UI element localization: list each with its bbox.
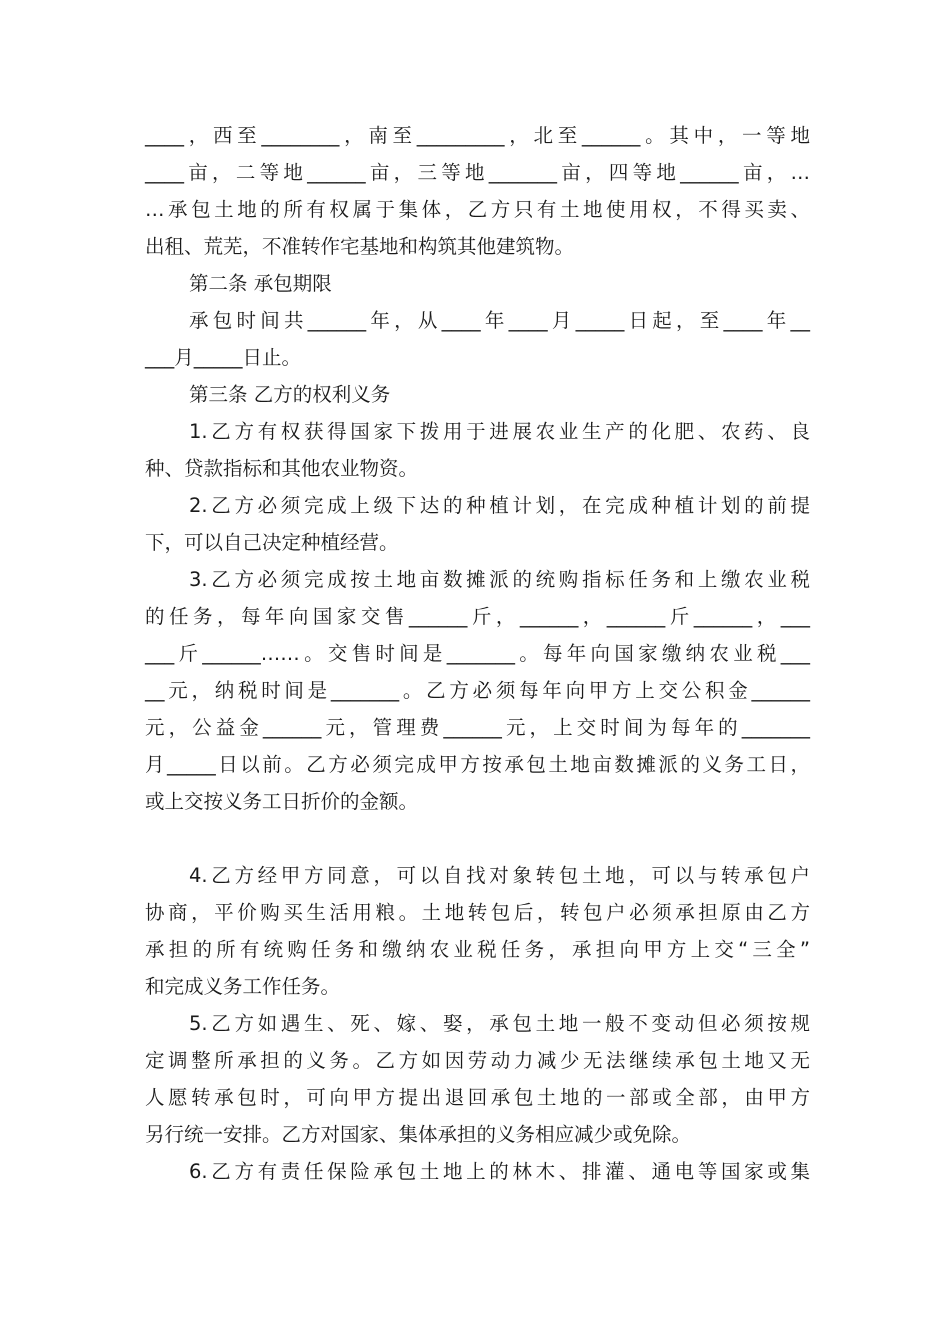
paragraph-line: ____亩，二等地______亩，三等地_______亩，四等地______亩，… xyxy=(145,161,810,184)
paragraph-first-line: 第三条 乙方的权利义务 xyxy=(189,383,391,406)
blank-line xyxy=(145,820,810,857)
paragraph-line: __元，纳税时间是_______。乙方必须每年向甲方上交公积金______ xyxy=(145,679,810,702)
paragraph-line: 元，公益金______元，管理费______元，上交时间为每年的_______ xyxy=(145,716,810,739)
document-body xyxy=(145,117,810,1190)
paragraph-line: ___斤______……。交售时间是_______。每年向国家缴纳农业税___ xyxy=(145,642,810,665)
paragraph-first-line: 承包时间共______年，从____年____月_____日起，至____年__ xyxy=(189,309,810,332)
paragraph-line: 的任务，每年向国家交售______斤，______，______斤______，___ xyxy=(145,605,810,628)
paragraph-line: 出租、荒芜，不准转作宅基地和构筑其他建筑物。 xyxy=(145,235,575,258)
paragraph-first-line: 1.乙方有权获得国家下拨用于进展农业生产的化肥、农药、良 xyxy=(189,420,810,443)
paragraph-line: ___月_____日止。 xyxy=(145,346,302,369)
paragraph-first-line: 3.乙方必须完成按土地亩数摊派的统购指标任务和上缴农业税 xyxy=(189,568,810,591)
paragraph-line: 协商，平价购买生活用粮。土地转包后，转包户必须承担原由乙方 xyxy=(145,901,810,924)
paragraph-line: 另行统一安排。乙方对国家、集体承担的义务相应减少或免除。 xyxy=(145,1123,692,1146)
paragraph-first-line: 6.乙方有责任保险承包土地上的林木、排灌、通电等国家或集 xyxy=(189,1160,810,1183)
paragraph-first-line: 4.乙方经甲方同意，可以自找对象转包土地，可以与转承包户 xyxy=(189,864,810,887)
paragraph-line: 下，可以自己决定种植经营。 xyxy=(145,531,399,554)
paragraph-line: ____，西至________，南至_________，北至______。其中，一等地 xyxy=(145,124,810,147)
paragraph-line: 承担的所有统购任务和缴纳农业税任务，承担向甲方上交“三全” xyxy=(145,938,810,961)
paragraph-line: 种、贷款指标和其他农业物资。 xyxy=(145,457,419,480)
paragraph-line: …承包土地的所有权属于集体，乙方只有土地使用权，不得买卖、 xyxy=(145,198,810,221)
paragraph-line: 和完成义务工作任务。 xyxy=(145,975,341,998)
paragraph-line: 定调整所承担的义务。乙方如因劳动力减少无法继续承包土地又无 xyxy=(145,1049,810,1072)
paragraph-first-line: 5.乙方如遇生、死、嫁、娶，承包土地一般不变动但必须按规 xyxy=(189,1012,810,1035)
paragraph-first-line: 2.乙方必须完成上级下达的种植计划，在完成种植计划的前提 xyxy=(189,494,810,517)
paragraph-line: 人愿转承包时，可向甲方提出退回承包土地的一部或全部，由甲方 xyxy=(145,1086,810,1109)
paragraph-line: 或上交按义务工日折价的金额。 xyxy=(145,790,419,813)
paragraph-first-line: 第二条 承包期限 xyxy=(189,272,332,295)
paragraph-line: 月_____日以前。乙方必须完成甲方按承包土地亩数摊派的义务工日， xyxy=(145,753,810,776)
